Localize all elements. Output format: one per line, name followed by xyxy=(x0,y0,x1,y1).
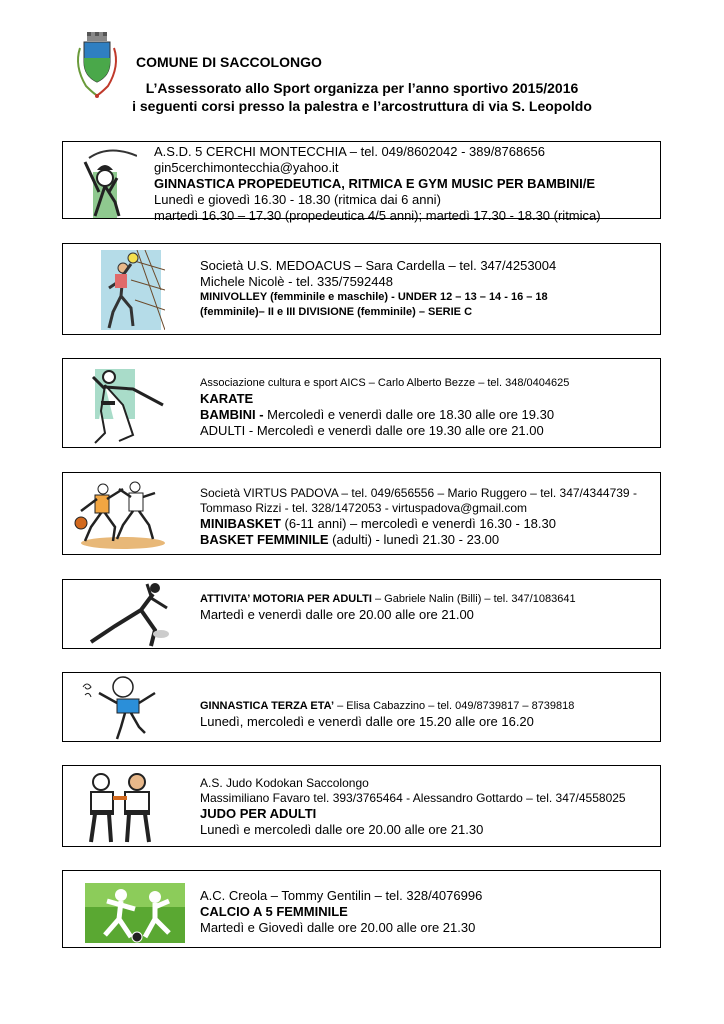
kids-label: BAMBINI - xyxy=(200,407,264,422)
course-contact: Michele Nicolè - tel. 335/7592448 xyxy=(200,274,393,289)
course-title: KARATE xyxy=(200,391,254,406)
course-heading xyxy=(200,592,576,607)
course-schedule: Lunedì e mercoledì dalle ore 20.00 alle ore 21.30 xyxy=(200,822,484,837)
karate-fighter-icon xyxy=(91,367,171,445)
course-org: A.S. Judo Kodokan Saccolongo xyxy=(200,776,369,790)
course-schedule-2: martedì 16.30 – 17.30 (propedeutica 4/5 anni); martedì 17.30 - 18.30 (ritmica) xyxy=(154,208,601,223)
minibasket-schedule: (6-11 anni) – mercoledì e venerdì 16.30 - 18.30 xyxy=(280,516,556,531)
course-schedule-1: Lunedì e giovedì 16.30 - 18.30 (ritmica dai 6 anni) xyxy=(154,192,441,207)
course-org: A.S.D. 5 CERCHI MONTECCHIA – tel. 049/8602042 - 389/8768656 xyxy=(154,144,545,159)
course-contact: – Gabriele Nalin (Billi) – tel. 347/1083641 xyxy=(371,593,576,605)
course-box-judo xyxy=(62,765,661,847)
course-schedule: Martedì e venerdì dalle ore 20.00 alle ore 21.00 xyxy=(200,607,474,622)
course-email[interactable]: gin5cerchimontecchia@yahoo.it xyxy=(154,160,339,175)
course-box-ginnastica-terza-eta xyxy=(62,672,661,742)
course-title: GINNASTICA PROPEDEUTICA, RITMICA E GYM MUSIC PER BAMBINI/E xyxy=(154,176,596,191)
course-title: JUDO PER ADULTI xyxy=(200,806,317,821)
course-contact: Massimiliano Favaro tel. 393/3765464 - Alessandro Gottardo – tel. 347/4558025 xyxy=(200,791,626,805)
course-minibasket xyxy=(200,516,637,532)
kids-schedule: Mercoledì e venerdì dalle ore 18.30 alle ore 19.30 xyxy=(263,407,555,422)
basket-femminile-schedule: (adulti) - lunedì 21.30 - 23.00 xyxy=(328,532,500,547)
course-basket-femminile xyxy=(200,532,637,548)
basketball-players-icon xyxy=(73,479,165,549)
course-org-1: Società VIRTUS PADOVA – tel. 049/656556 – Mario Ruggero – tel. 347/4344739 - xyxy=(200,486,637,500)
course-kids xyxy=(200,407,569,423)
course-box-basket xyxy=(62,472,661,555)
rhythmic-gymnast-icon xyxy=(77,148,137,218)
course-title: ATTIVITA’ MOTORIA PER ADULTI xyxy=(200,593,372,605)
course-org: A.C. Creola – Tommy Gentilin – tel. 328/4076996 xyxy=(200,888,483,903)
volleyball-player-icon xyxy=(101,250,165,330)
course-org: Società U.S. MEDOACUS – Sara Cardella – tel. 347/4253004 xyxy=(200,258,557,273)
course-schedule: Lunedì, mercoledì e venerdì dalle ore 15.20 alle ore 16.20 xyxy=(200,714,534,729)
header-line-1: L’Assessorato allo Sport organizza per l’anno sportivo 2015/2016 xyxy=(145,80,579,96)
header-line-2: i seguenti corsi presso la palestra e l’arcostruttura di via S. Leopoldo xyxy=(132,98,592,114)
course-box-volley xyxy=(62,243,661,335)
course-title: GINNASTICA TERZA ETA’ xyxy=(200,700,335,712)
course-title-1: MINIVOLLEY (femminile e maschile) - UNDER 12 – 13 – 14 - 16 – 18 xyxy=(200,291,548,303)
minibasket-label: MINIBASKET xyxy=(200,516,281,531)
course-org: Associazione cultura e sport AICS – Carlo Alberto Bezze – tel. 348/0404625 xyxy=(200,377,570,389)
course-adults-schedule: ADULTI - Mercoledì e venerdì dalle ore 19.30 alle ore 21.00 xyxy=(200,423,544,438)
basket-femminile-label: BASKET FEMMINILE xyxy=(200,532,329,547)
fitness-figure-icon xyxy=(87,582,173,648)
course-title-2: (femminile)– II e III DIVISIONE (femminile) – SERIE C xyxy=(200,306,473,318)
course-title: CALCIO A 5 FEMMINILE xyxy=(200,904,348,919)
course-contact: – Elisa Cabazzino – tel. 049/8739817 – 8739818 xyxy=(334,700,575,712)
judo-fighters-icon xyxy=(81,772,161,844)
course-box-attivita-motoria xyxy=(62,579,661,649)
senior-gymnast-icon xyxy=(81,675,161,741)
course-org-2: Tommaso Rizzi - tel. 328/1472053 - virtuspadova@gmail.com xyxy=(200,501,527,515)
course-heading xyxy=(200,699,574,714)
course-schedule: Martedì e Giovedì dalle ore 20.00 alle ore 21.30 xyxy=(200,920,476,935)
course-box-calcio xyxy=(62,870,661,948)
course-box-ginnastica-ritmica xyxy=(62,141,661,223)
municipality-name: COMUNE DI SACCOLONGO xyxy=(136,54,322,70)
football-players-icon xyxy=(85,883,185,943)
course-box-karate xyxy=(62,358,661,448)
